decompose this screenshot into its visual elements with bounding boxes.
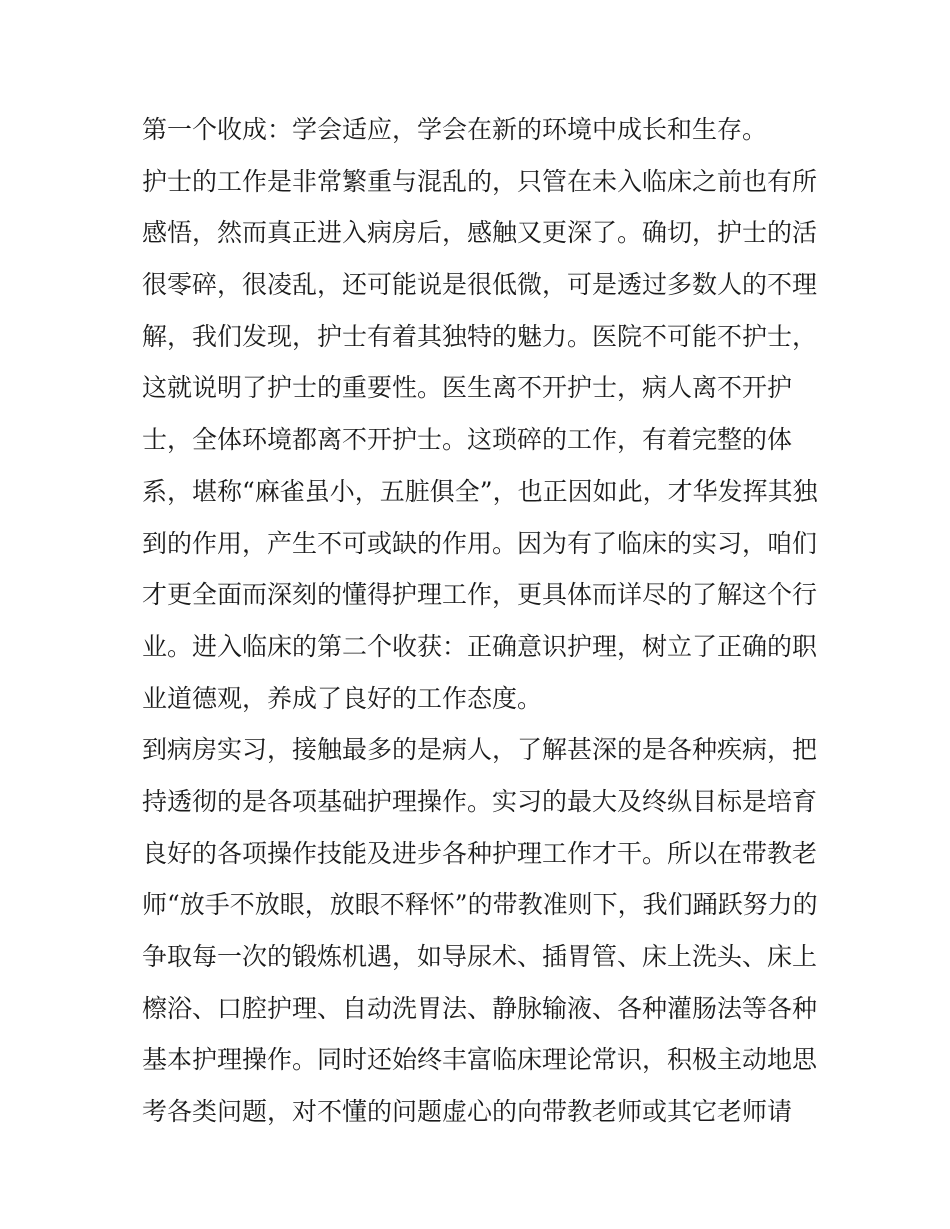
text-line: 争取每一次的锻炼机遇，如导尿术、插胃管、床上洗头、床上 (142, 942, 818, 971)
text-line: 业。进入临床的第二个收获：正确意识护理，树立了正确的职 (142, 631, 818, 661)
body-text (142, 104, 822, 1138)
text-line: 解，我们发现，护士有着其独特的魅力。医院不可能不护士， (142, 321, 818, 351)
text-line: 考各类问题，对不懂的问题虚心的向带教老师或其它老师请 (142, 1097, 793, 1127)
text-line: 业道德观，养成了良好的工作态度。 (142, 683, 543, 713)
text-line: 才更全面而深刻的懂得护理工作，更具体而详尽的了解这个行 (142, 580, 818, 610)
text-line: 持透彻的是各项基础护理操作。实习的最大及终纵目标是培育 (142, 786, 818, 816)
text-line: 第一个收成：学会适应，学会在新的环境中成长和生存。 (142, 115, 768, 144)
text-line: 系，堪称“麻雀虽小，五脏俱全”，也正因如此，才华发挥其独 (142, 476, 818, 506)
text-line: 这就说明了护士的重要性。医生离不开护士，病人离不开护 (142, 373, 793, 403)
text-line: 基本护理操作。同时还始终丰富临床理论常识，积极主动地思 (142, 1045, 818, 1075)
text-line: 感悟，然而真正进入病房后，感触又更深了。确切，护士的活 (142, 218, 818, 248)
text-line: 师“放手不放眼，放眼不释怀”的带教准则下，我们踊跃努力的 (142, 890, 818, 920)
text-line: 檫浴、口腔护理、自动洗胃法、静脉输液、各种灌肠法等各种 (142, 993, 818, 1023)
text-line: 士，全体环境都离不开护士。这琐碎的工作，有着完整的体 (142, 425, 793, 455)
text-line: 很零碎，很凌乱，还可能说是很低微，可是透过多数人的不理 (142, 270, 818, 300)
text-line: 到的作用，产生不可或缺的作用。因为有了临床的实习，咱们 (142, 528, 818, 558)
text-line: 良好的各项操作技能及进步各种护理工作才干。所以在带教老 (142, 838, 818, 868)
text-line: 到病房实习，接触最多的是病人，了解甚深的是各种疾病，把 (142, 735, 818, 765)
text-line: 护士的工作是非常繁重与混乱的，只管在未入临床之前也有所 (142, 166, 818, 196)
